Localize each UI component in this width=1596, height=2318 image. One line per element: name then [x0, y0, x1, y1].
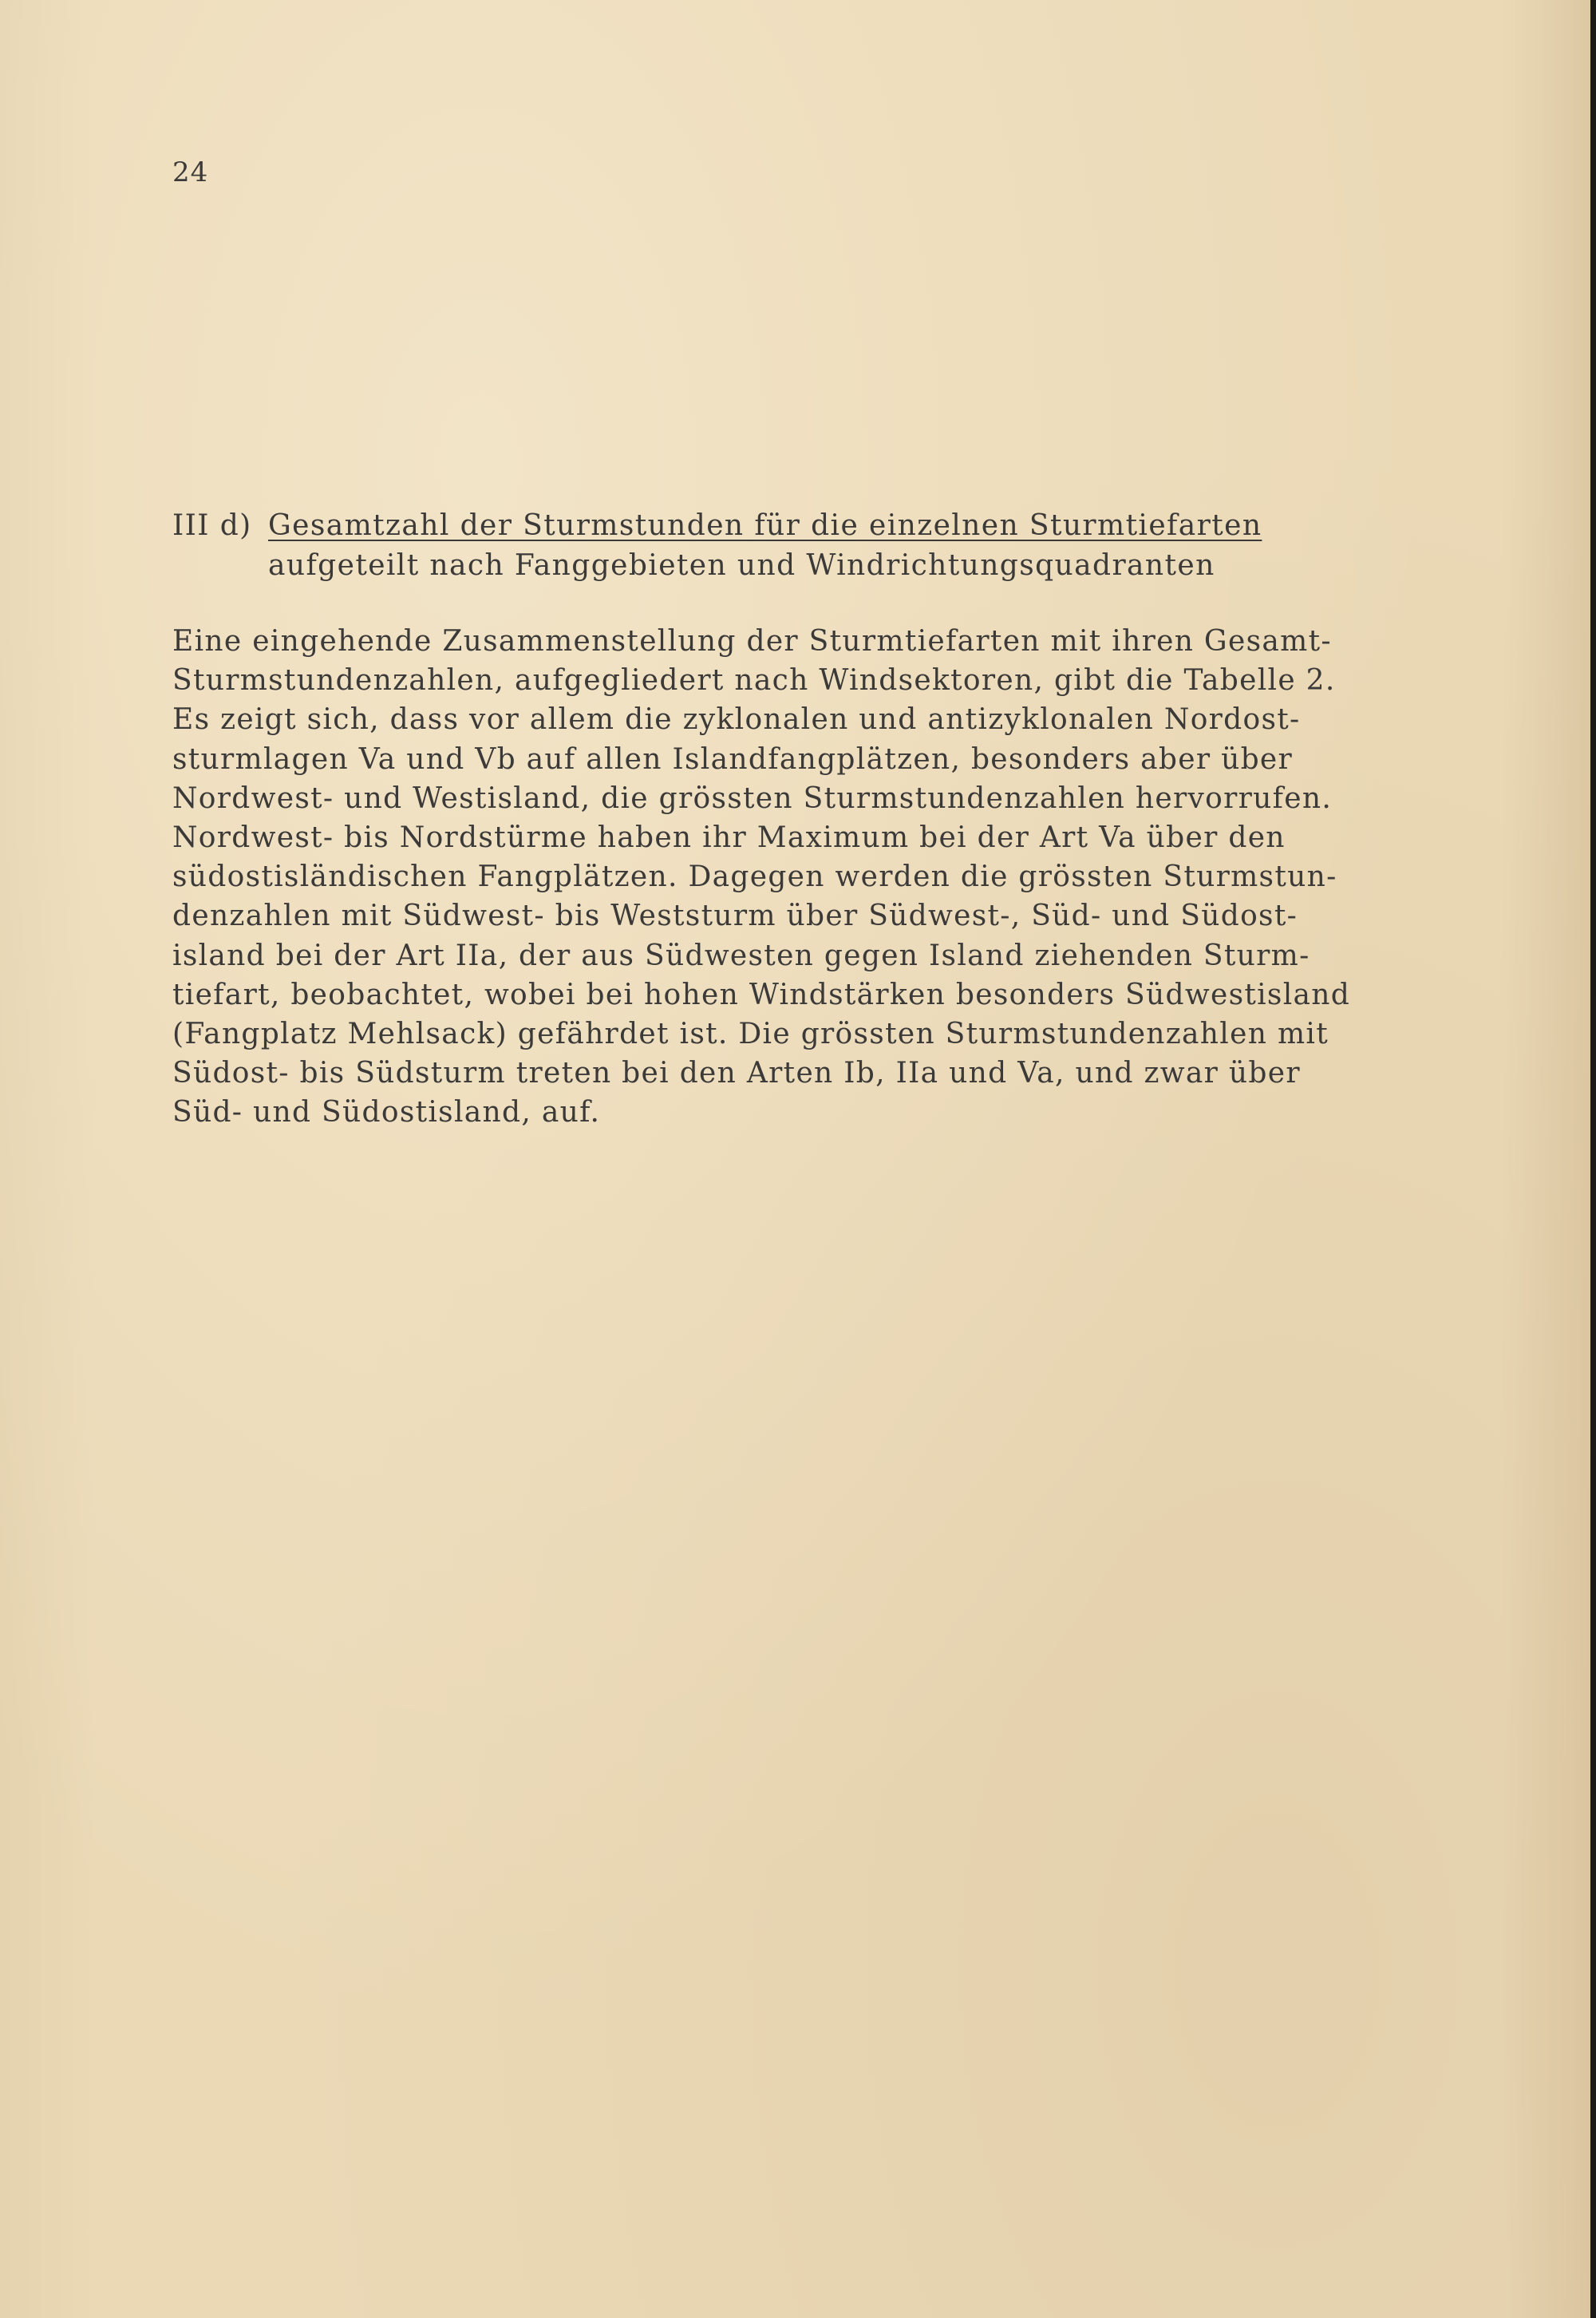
- paragraph-line: Es zeigt sich, dass vor allem die zyklonalen und antizyklonalen Nordost-: [172, 703, 1301, 737]
- scan-page-edge: [1590, 0, 1596, 2318]
- paragraph-line: island bei der Art IIa, der aus Südwesten gegen Island ziehenden Sturm-: [172, 939, 1310, 972]
- paragraph-line: sturmlagen Va und Vb auf allen Islandfangplätzen, besonders aber über: [172, 742, 1294, 776]
- paragraph-line: tiefart, beobachtet, wobei bei hohen Windstärken besonders Südwestisland: [172, 978, 1351, 1011]
- paragraph-line: südostisländischen Fangplätzen. Dagegen werden die grössten Sturmstun-: [172, 860, 1337, 894]
- paragraph-line: Nordwest- und Westisland, die grössten Sturmstundenzahlen hervorrufen.: [172, 781, 1333, 815]
- paragraph-line: Eine eingehende Zusammenstellung der Sturmtiefarten mit ihren Gesamt-: [172, 625, 1332, 658]
- body-paragraph: [172, 622, 1449, 1133]
- section-title: Gesamtzahl der Sturmstunden für die einzelnen Sturmtiefarten: [268, 509, 1262, 542]
- paragraph-line: Südost- bis Südsturm treten bei den Arten Ib, IIa und Va, und zwar über: [172, 1057, 1301, 1090]
- paragraph-line: denzahlen mit Südwest- bis Weststurm über Südwest-, Süd- und Südost-: [172, 900, 1298, 933]
- paragraph-line: Nordwest- bis Nordstürme haben ihr Maximum bei der Art Va über den: [172, 821, 1286, 855]
- section-heading: [172, 506, 1417, 586]
- paragraph-line: (Fangplatz Mehlsack) gefährdet ist. Die grössten Sturmstundenzahlen mit: [172, 1018, 1329, 1051]
- page-number: 24: [172, 156, 209, 188]
- paragraph-line: Süd- und Südostisland, auf.: [172, 1096, 601, 1129]
- paragraph-line: Sturmstundenzahlen, aufgegliedert nach Windsektoren, gibt die Tabelle 2.: [172, 664, 1336, 698]
- section-subtitle: aufgeteilt nach Fanggebieten und Windrichtungsquadranten: [268, 549, 1215, 582]
- section-label: III d): [172, 509, 252, 542]
- section-heading-row: [172, 506, 1417, 546]
